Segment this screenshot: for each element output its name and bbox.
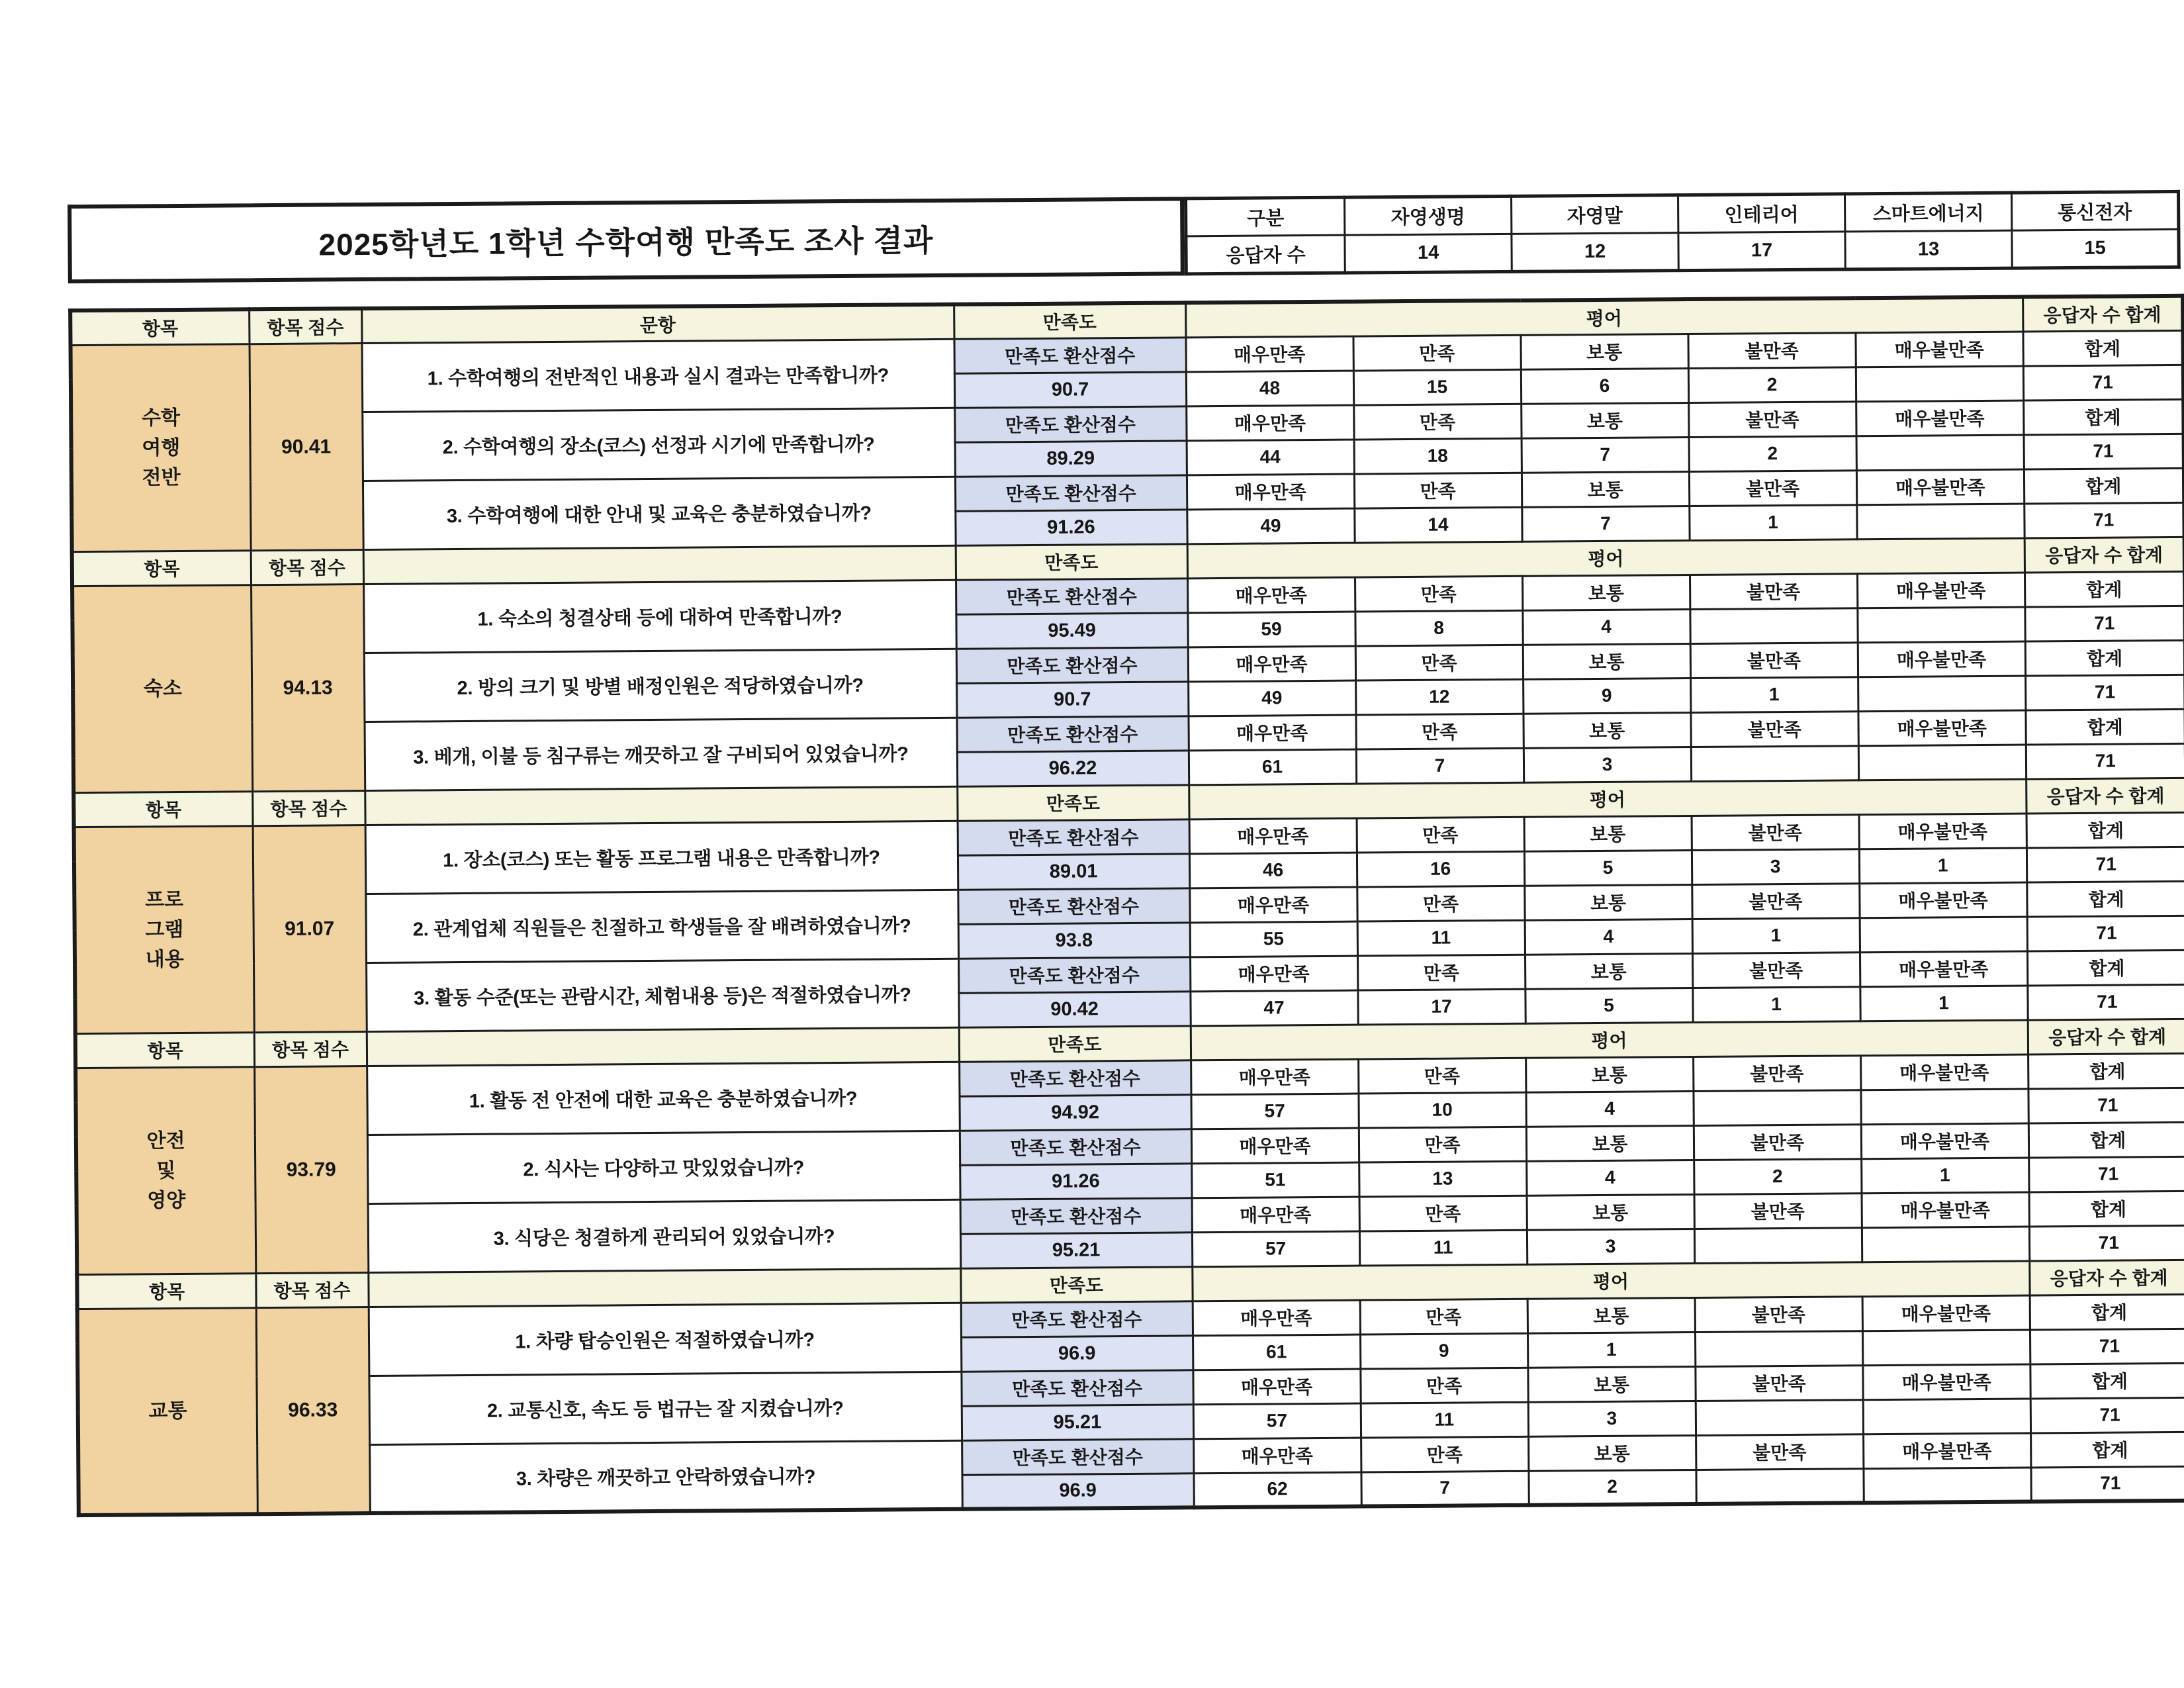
rating-label-cell: 매우불만족: [1856, 400, 2023, 436]
count-cell: 3: [1524, 747, 1691, 782]
count-cell: 1: [1859, 848, 2026, 884]
count-cell: 49: [1188, 680, 1355, 716]
score-label-cell: 만족도 환산점수: [961, 1370, 1193, 1405]
count-cell: 51: [1191, 1162, 1359, 1198]
total-count-cell: 71: [2025, 675, 2184, 710]
count-cell: 8: [1355, 610, 1522, 646]
score-value-cell: 90.7: [954, 371, 1186, 407]
count-cell: [1856, 504, 2024, 539]
col-header-respondent-total: 응답자 수 합계: [2025, 537, 2184, 573]
col-header-question: [368, 1268, 960, 1307]
score-value-cell: 91.26: [955, 509, 1187, 545]
rating-label-cell: 보통: [1528, 1435, 1696, 1471]
rating-label-cell: 만족: [1360, 1299, 1527, 1335]
score-label-cell: 만족도 환산점수: [954, 337, 1185, 373]
section-score: 96.33: [256, 1307, 370, 1514]
count-cell: 5: [1524, 850, 1692, 886]
total-count-cell: 71: [2030, 1397, 2184, 1433]
count-cell: 62: [1193, 1472, 1361, 1508]
sum-label-cell: 합계: [2024, 468, 2184, 504]
col-header-respondent-total: 응답자 수 합계: [2023, 296, 2183, 332]
score-value-cell: 96.9: [961, 1335, 1193, 1371]
rating-label-cell: 매우불만족: [1859, 882, 2026, 918]
count-cell: [1860, 916, 2027, 952]
respondent-count: 17: [1678, 232, 1845, 271]
rating-label-cell: 만족: [1357, 955, 1525, 990]
question-text: 2. 교통신호, 속도 등 법규는 잘 지켰습니까?: [369, 1372, 962, 1444]
score-value-cell: 91.26: [960, 1163, 1191, 1199]
count-cell: 1: [1861, 1157, 2028, 1193]
col-header-satisfaction: 만족도: [957, 784, 1189, 820]
section-score: 93.79: [254, 1066, 368, 1273]
score-label-cell: 만족도 환산점수: [959, 1060, 1191, 1096]
count-cell: 2: [1689, 436, 1856, 471]
score-value-cell: 90.42: [958, 991, 1190, 1027]
col-header-rating: 평어: [1192, 1260, 2029, 1301]
rating-label-cell: 만족: [1355, 714, 1523, 749]
section-label: 수학 여행 전반: [71, 344, 251, 551]
count-cell: 11: [1357, 920, 1525, 956]
rating-label-cell: 보통: [1524, 816, 1692, 851]
sum-label-cell: 합계: [2025, 709, 2184, 745]
count-cell: [1690, 608, 1857, 643]
rating-label-cell: 매우만족: [1188, 715, 1355, 751]
count-cell: [1863, 1467, 2030, 1503]
dept-name: 스마트에너지: [1844, 193, 2011, 232]
rating-label-cell: 매우만족: [1188, 646, 1355, 682]
total-count-cell: 71: [2030, 1466, 2184, 1502]
col-header-rating: 평어: [1189, 779, 2026, 820]
question-text: 3. 수학여행에 대한 안내 및 교육은 충분하였습니까?: [363, 477, 956, 549]
score-value-cell: 96.22: [957, 750, 1189, 786]
dept-count-row: [1186, 229, 2179, 273]
count-cell: 2: [1688, 367, 1856, 402]
count-cell: [1696, 1399, 1863, 1435]
rating-label-cell: 만족: [1360, 1368, 1527, 1403]
question-text: 2. 관계업체 직원들은 친절하고 학생들을 잘 배려하였습니까?: [365, 890, 958, 962]
rating-label-cell: 매우불만족: [1861, 1123, 2028, 1158]
score-label-cell: 만족도 환산점수: [956, 716, 1188, 751]
count-cell: 16: [1357, 851, 1524, 887]
count-cell: 1: [1690, 677, 1858, 712]
rating-label-cell: 보통: [1523, 643, 1690, 679]
rating-label-cell: 불만족: [1692, 814, 1859, 850]
rating-label-cell: 매우만족: [1192, 1197, 1359, 1233]
rating-label-cell: 불만족: [1695, 1365, 1862, 1401]
title-area: [68, 190, 2181, 283]
count-cell: 61: [1189, 749, 1356, 785]
col-header-category-score: 항목 점수: [249, 308, 361, 344]
rating-label-cell: 만족: [1355, 576, 1522, 612]
count-cell: 5: [1525, 988, 1692, 1023]
count-cell: 10: [1358, 1092, 1525, 1128]
question-text: 2. 식사는 다양하고 맛있었습니까?: [367, 1131, 960, 1203]
rating-label-cell: 매우만족: [1185, 336, 1353, 372]
rating-label-cell: 매우만족: [1193, 1300, 1360, 1336]
rating-label-cell: 매우만족: [1187, 474, 1354, 510]
count-cell: 1: [1689, 504, 1856, 540]
score-label-cell: 만족도 환산점수: [960, 1197, 1192, 1233]
score-value-cell: 89.29: [955, 440, 1187, 476]
rating-label-cell: 매우불만족: [1855, 332, 2023, 367]
survey-results-table: [68, 294, 2184, 1517]
rating-label-cell: 매우불만족: [1857, 573, 2025, 608]
survey-sheet: [68, 190, 2184, 1517]
col-header-rating: 평어: [1185, 297, 2023, 338]
section-label: 프로 그램 내용: [74, 825, 254, 1033]
count-cell: 4: [1526, 1160, 1694, 1196]
section-score: 90.41: [250, 343, 363, 550]
count-cell: 49: [1187, 508, 1354, 544]
rating-label-cell: 불만족: [1690, 573, 1857, 609]
col-header-question: 문항: [361, 305, 954, 343]
count-cell: 1: [1692, 986, 1860, 1022]
count-cell: [1856, 435, 2024, 471]
section-label: 숙소: [72, 585, 252, 792]
count-cell: [1862, 1329, 2030, 1365]
col-header-satisfaction: 만족도: [954, 303, 1185, 338]
count-cell: 46: [1189, 853, 1357, 888]
rating-label-cell: 매우불만족: [1858, 641, 2025, 677]
score-label-cell: 만족도 환산점수: [958, 957, 1190, 992]
section-label: 교통: [77, 1307, 257, 1515]
rating-label-cell: 매우만족: [1191, 1128, 1359, 1164]
count-cell: 17: [1357, 989, 1525, 1025]
rating-label-cell: 만족: [1357, 886, 1524, 921]
rating-label-cell: 불만족: [1689, 470, 1856, 506]
question-text: 1. 장소(코스) 또는 활동 프로그램 내용은 만족합니까?: [365, 821, 958, 894]
count-cell: 9: [1360, 1333, 1527, 1369]
sum-label-cell: 합계: [2023, 399, 2183, 435]
rating-label-cell: 매우불만족: [1862, 1364, 2030, 1399]
rating-label-cell: 매우불만족: [1860, 951, 2027, 986]
count-cell: 14: [1354, 507, 1522, 543]
total-count-cell: 71: [2029, 1225, 2184, 1261]
section-score: 91.07: [253, 825, 367, 1032]
total-count-cell: 71: [2026, 847, 2184, 882]
count-cell: 61: [1193, 1335, 1360, 1370]
col-header-respondent-total: 응답자 수 합계: [2026, 778, 2184, 814]
count-cell: 7: [1361, 1471, 1528, 1507]
rating-label-cell: 만족: [1359, 1196, 1527, 1231]
rating-label-cell: 보통: [1526, 1125, 1694, 1161]
count-cell: [1694, 1227, 1862, 1263]
score-label-cell: 만족도 환산점수: [961, 1301, 1193, 1336]
count-cell: 57: [1191, 1094, 1358, 1129]
count-cell: 3: [1527, 1229, 1694, 1264]
count-cell: [1693, 1090, 1860, 1125]
rating-label-cell: 매우만족: [1186, 405, 1353, 441]
rating-label-cell: 보통: [1521, 402, 1688, 438]
sum-label-cell: 합계: [2025, 571, 2184, 607]
question-text: 1. 활동 전 안전에 대한 교육은 충분하였습니까?: [367, 1062, 960, 1135]
total-count-cell: 71: [2027, 915, 2184, 951]
question-text: 3. 식당은 청결하게 관리되어 있었습니까?: [368, 1199, 961, 1272]
dept-header-row: [1186, 191, 2179, 236]
col-header-category: 항목: [73, 791, 252, 827]
total-count-cell: 71: [2030, 1329, 2184, 1364]
respondent-count: 14: [1345, 234, 1512, 273]
sum-label-cell: 합계: [2026, 812, 2184, 848]
count-cell: 55: [1190, 921, 1357, 957]
col-header-respondent-total: 응답자 수 합계: [2029, 1260, 2184, 1295]
count-cell: 1: [1527, 1332, 1695, 1368]
question-text: 3. 베개, 이불 등 침구류는 깨끗하고 잘 구비되어 있었습니까?: [365, 718, 958, 790]
total-count-cell: 71: [2024, 502, 2184, 538]
sum-label-cell: 합계: [2025, 640, 2184, 676]
rating-label-cell: 매우만족: [1189, 818, 1357, 854]
score-value-cell: 95.49: [956, 612, 1187, 648]
count-cell: 2: [1528, 1470, 1696, 1505]
rating-label-cell: 보통: [1527, 1194, 1694, 1230]
question-text: 2. 수학여행의 장소(코스) 선정과 시기에 만족합니까?: [362, 408, 955, 481]
count-cell: 11: [1359, 1230, 1527, 1266]
rating-label-cell: 만족: [1353, 335, 1520, 371]
total-count-cell: 71: [2024, 434, 2184, 469]
count-cell: [1695, 1331, 1862, 1366]
count-cell: 4: [1522, 609, 1690, 645]
count-cell: 1: [1860, 985, 2027, 1021]
rating-label-cell: 만족: [1353, 404, 1521, 440]
total-count-cell: 71: [2027, 984, 2184, 1020]
score-label-cell: 만족도 환산점수: [960, 1129, 1191, 1164]
score-label-cell: 만족도 환산점수: [958, 819, 1189, 855]
rating-label-cell: 보통: [1527, 1297, 1695, 1333]
rating-label-cell: 만족: [1357, 817, 1524, 853]
rating-label-cell: 매우만족: [1187, 577, 1355, 613]
sum-label-cell: 합계: [2028, 1122, 2184, 1158]
section-score: 94.13: [251, 584, 365, 791]
rating-label-cell: 매우불만족: [1856, 469, 2024, 505]
rating-label-cell: 매우만족: [1193, 1438, 1361, 1474]
rating-label-cell: 매우만족: [1190, 956, 1357, 992]
total-count-cell: 71: [2023, 365, 2183, 400]
col-header-category-score: 항목 점수: [254, 1031, 367, 1066]
rating-label-cell: 매우불만족: [1863, 1432, 2030, 1468]
col-header-question: [363, 545, 956, 584]
col-header-satisfaction: 만족도: [959, 1025, 1191, 1061]
respondent-count: 13: [1845, 230, 2012, 269]
count-cell: 7: [1522, 506, 1689, 541]
rating-label-cell: 매우불만족: [1858, 710, 2025, 746]
score-value-cell: 95.21: [962, 1404, 1193, 1440]
question-text: 3. 차량은 깨끗하고 안락하였습니까?: [369, 1440, 962, 1513]
rating-label-cell: 보통: [1524, 884, 1692, 920]
rating-label-cell: 매우만족: [1191, 1059, 1358, 1095]
total-count-cell: 71: [2025, 606, 2184, 641]
rating-label-cell: 불만족: [1694, 1193, 1862, 1229]
score-value-cell: 89.01: [958, 853, 1189, 889]
col-header-question: [367, 1027, 959, 1066]
question-text: 1. 수학여행의 전반적인 내용과 실시 결과는 만족합니까?: [362, 339, 955, 412]
rating-label-cell: 만족: [1358, 1058, 1525, 1094]
question-text: 1. 숙소의 청결상태 등에 대하여 만족합니까?: [363, 580, 956, 653]
count-cell: [1857, 607, 2025, 643]
question-text: 3. 활동 수준(또는 관람시간, 체험내용 등)은 적절하였습니까?: [366, 959, 959, 1031]
rating-label-cell: 불만족: [1688, 401, 1856, 437]
rating-label-cell: 매우불만족: [1859, 814, 2026, 849]
count-cell: 2: [1694, 1158, 1861, 1194]
count-cell: [1860, 1088, 2028, 1124]
col-header-category-score: 항목 점수: [251, 549, 363, 585]
respondent-count-table: [1184, 190, 2181, 276]
count-cell: [1856, 366, 2023, 402]
count-cell: 6: [1521, 368, 1688, 404]
rating-label-cell: 보통: [1522, 575, 1690, 610]
count-cell: [1696, 1468, 1863, 1504]
rating-label-cell: 불만족: [1692, 883, 1859, 919]
sum-label-cell: 합계: [2030, 1363, 2184, 1399]
count-cell: 15: [1353, 369, 1521, 405]
total-count-cell: 71: [2026, 743, 2184, 779]
document-title-box: [68, 197, 1185, 283]
col-header-category: 항목: [70, 309, 249, 345]
rating-label-cell: 매우만족: [1189, 887, 1357, 923]
col-header-category-score: 항목 점수: [255, 1272, 368, 1307]
count-cell: 13: [1359, 1161, 1526, 1197]
count-cell: 3: [1528, 1401, 1696, 1436]
rating-label-cell: 매우만족: [1193, 1369, 1360, 1405]
col-header-category: 항목: [77, 1273, 255, 1309]
rating-label-cell: 보통: [1525, 1056, 1693, 1092]
rating-label-cell: 매우불만족: [1862, 1192, 2029, 1227]
respondent-count: 15: [2012, 229, 2179, 268]
score-value-cell: 93.8: [958, 922, 1190, 958]
count-cell: [1863, 1398, 2030, 1434]
rating-label-cell: 불만족: [1694, 1124, 1861, 1160]
count-cell: 18: [1354, 438, 1522, 474]
total-count-cell: 71: [2028, 1088, 2184, 1123]
dept-name: 인테리어: [1678, 194, 1844, 233]
rating-label-cell: 불만족: [1696, 1434, 1863, 1470]
rating-label-cell: 보통: [1523, 712, 1690, 748]
total-count-cell: 71: [2028, 1156, 2184, 1192]
rating-label-cell: 불만족: [1693, 1055, 1860, 1091]
score-value-cell: 90.7: [956, 681, 1188, 717]
question-text: 2. 방의 크기 및 방별 배정인원은 적당하였습니까?: [364, 649, 957, 722]
rating-label-cell: 만족: [1359, 1127, 1526, 1162]
section-label: 안전 및 영양: [75, 1066, 255, 1274]
count-cell: 7: [1356, 748, 1524, 784]
sum-label-cell: 합계: [2027, 950, 2184, 986]
rating-label-cell: 불만족: [1690, 711, 1858, 747]
col-header-rating: 평어: [1187, 538, 2025, 579]
rating-label-cell: 매우불만족: [1860, 1054, 2028, 1090]
rating-label-cell: 만족: [1354, 473, 1522, 508]
count-cell: 44: [1187, 440, 1354, 475]
rating-label-cell: 매우불만족: [1862, 1295, 2030, 1331]
col-header-category: 항목: [72, 550, 251, 586]
score-value-cell: 96.9: [962, 1473, 1193, 1509]
score-label-cell: 만족도 환산점수: [956, 578, 1187, 614]
sum-label-cell: 합계: [2023, 330, 2183, 366]
dept-name: 통신전자: [2011, 191, 2178, 230]
count-cell: 9: [1523, 678, 1690, 714]
rating-label-cell: 불만족: [1695, 1296, 1862, 1332]
dept-header-label: 구분: [1186, 197, 1345, 236]
rating-label-cell: 보통: [1522, 471, 1689, 507]
dept-name: 자영생명: [1345, 196, 1512, 235]
count-cell: [1858, 676, 2025, 712]
rating-label-cell: 보통: [1527, 1366, 1695, 1402]
score-label-cell: 만족도 환산점수: [954, 406, 1186, 442]
count-cell: 3: [1692, 849, 1859, 884]
score-label-cell: 만족도 환산점수: [962, 1438, 1193, 1474]
score-label-cell: 만족도 환산점수: [958, 888, 1189, 923]
count-cell: 59: [1187, 612, 1355, 647]
count-cell: 57: [1192, 1231, 1359, 1267]
col-header-category: 항목: [75, 1032, 254, 1068]
col-header-satisfaction: 만족도: [960, 1266, 1192, 1302]
count-cell: 47: [1190, 990, 1357, 1026]
rating-label-cell: 불만족: [1690, 642, 1858, 678]
rating-label-cell: 불만족: [1688, 332, 1855, 368]
sum-label-cell: 합계: [2026, 881, 2184, 917]
sum-label-cell: 합계: [2030, 1432, 2184, 1468]
count-cell: [1858, 745, 2026, 780]
rating-label-cell: 만족: [1361, 1436, 1528, 1472]
respondent-count: 12: [1512, 233, 1678, 272]
count-cell: 1: [1692, 917, 1860, 953]
count-cell: 7: [1522, 437, 1689, 473]
dept-name: 자영말: [1512, 195, 1678, 234]
score-label-cell: 만족도 환산점수: [956, 647, 1188, 682]
sum-label-cell: 합계: [2030, 1294, 2184, 1330]
count-cell: [1691, 745, 1858, 781]
rating-label-cell: 보통: [1525, 953, 1692, 989]
question-text: 1. 차량 탑승인원은 적절하였습니까?: [369, 1303, 962, 1376]
rating-label-cell: 보통: [1520, 334, 1688, 369]
col-header-category-score: 항목 점수: [252, 790, 365, 825]
count-cell: 57: [1193, 1403, 1361, 1439]
col-header-respondent-total: 응답자 수 합계: [2028, 1019, 2184, 1055]
col-header-satisfaction: 만족도: [956, 543, 1187, 579]
count-cell: 11: [1361, 1402, 1528, 1438]
rating-label-cell: 불만족: [1692, 952, 1860, 988]
sum-label-cell: 합계: [2028, 1053, 2184, 1089]
score-value-cell: 95.21: [960, 1232, 1192, 1268]
sum-label-cell: 합계: [2029, 1191, 2184, 1227]
document-title: 2025학년도 1학년 수학여행 만족도 조사 결과: [318, 222, 934, 261]
score-value-cell: 94.92: [959, 1094, 1191, 1130]
count-cell: 4: [1525, 1091, 1693, 1127]
count-cell: [1862, 1226, 2029, 1262]
count-cell: 48: [1186, 371, 1353, 406]
col-header-rating: 평어: [1191, 1019, 2028, 1060]
rating-label-cell: 만족: [1355, 645, 1523, 680]
count-cell: 12: [1355, 679, 1523, 715]
col-header-question: [365, 786, 957, 825]
respondent-count-label: 응답자 수: [1186, 235, 1345, 274]
score-label-cell: 만족도 환산점수: [955, 475, 1187, 510]
count-cell: 4: [1525, 919, 1692, 955]
